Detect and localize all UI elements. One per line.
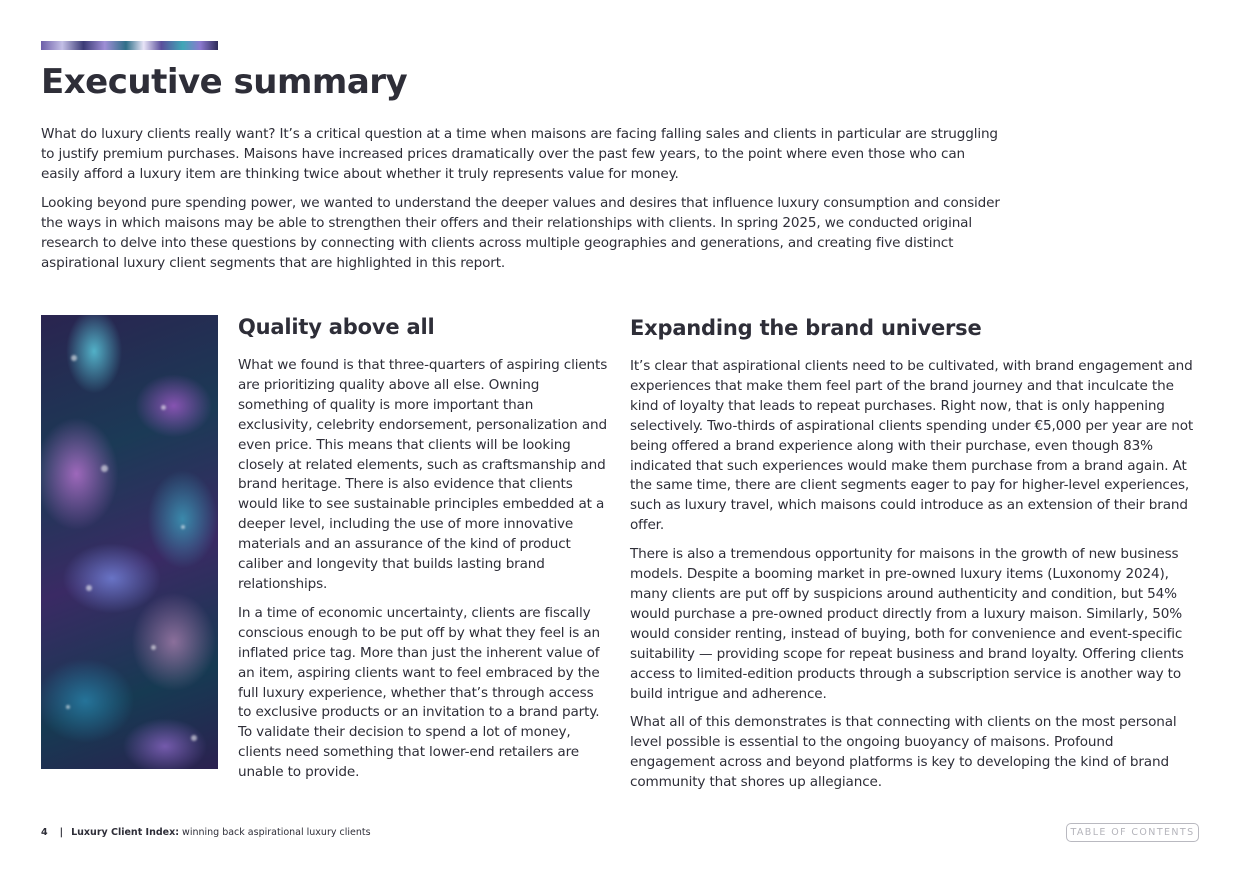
- intro-paragraph: Looking beyond pure spending power, we wanted to understand the deeper values and desires that influence luxury consumption and consider the ways in which maisons may be able to strengthen their offers and their relationships with clients. In spring 2025, we conducted original research to delve into these questions by connecting with clients across multiple geographies and generations, and creating five distinct aspirational luxury client segments that are highlighted in this report.: [41, 195, 1000, 271]
- intro-paragraph: What do luxury clients really want? It’s a critical question at a time when maisons are facing falling sales and clients in particular are struggling to justify premium purchases. Maisons have increased prices dramatically over the past few years, to the point where even those who can easily afford a luxury item are thinking twice about whether it truly represents value for money.: [41, 126, 998, 182]
- intro-section: [41, 124, 1006, 282]
- body-paragraph: What we found is that three-quarters of aspiring clients are prioritizing quality above all else. Owning something of quality is more important than exclusivity, celebrity endorsement, personalization and even price. This means that clients will be looking closely at related elements, such as craftsmanship and brand heritage. There is also evidence that clients would like to see sustainable principles embedded at a deeper level, including the use of more innovative materials and an assurance of the kind of product caliber and longevity that builds lasting brand relationships.: [238, 357, 608, 592]
- quality-section-body: [238, 356, 610, 792]
- table-of-contents-button[interactable]: TABLE OF CONTENTS: [1066, 823, 1199, 842]
- brand-universe-section-body: [630, 357, 1200, 802]
- iridescent-mineral-photo: [41, 315, 218, 769]
- body-paragraph: There is also a tremendous opportunity for maisons in the growth of new business models. Despite a booming market in pre-owned luxury items (Luxonomy 2024), many clients are put off by suspicions around authenticity and condition, but 54% would purchase a pre-owned product directly from a luxury maison. Similarly, 50% would consider renting, instead of buying, both for convenience and event-specific suitability — providing scope for repeat business and brand loyalty. Offering clients access to limited-edition products through a subscription service is another way to build intrigue and adherence.: [630, 546, 1184, 702]
- report-subtitle: winning back aspirational luxury clients: [182, 827, 371, 838]
- page-title: Executive summary: [41, 62, 408, 102]
- page-number: 4: [41, 827, 48, 838]
- body-paragraph: It’s clear that aspirational clients need to be cultivated, with brand engagement and experiences that make them feel part of the brand journey and that inculcate the kind of loyalty that leads to repeat purchases. Right now, that is only happening selectively. Two-thirds of aspirational clients spending under €5,000 per year are not being offered a brand experience along with their purchase, even though 83% indicated that such experiences would make them purchase from a brand again. At the same time, there are client segments eager to pay for higher-level experiences, such as luxury travel, which maisons could introduce as an extension of their brand offer.: [630, 358, 1194, 534]
- footer-separator: |: [59, 827, 64, 838]
- report-series-title: Luxury Client Index:: [71, 827, 180, 838]
- section-heading-brand-universe: Expanding the brand universe: [630, 316, 982, 340]
- body-paragraph: What all of this demonstrates is that connecting with clients on the most personal level possible is essential to the ongoing buoyancy of maisons. Profound engagement across and beyond platforms is key to developing the kind of brand community that shores up allegiance.: [630, 714, 1177, 791]
- decorative-image-strip: [41, 41, 218, 50]
- page-footer: [41, 826, 371, 840]
- body-paragraph: In a time of economic uncertainty, clients are fiscally conscious enough to be put off by what they feel is an inflated price tag. More than just the inherent value of an item, aspiring clients want to feel embraced by the full luxury experience, whether that’s through access to exclusive products or an invitation to a brand party. To validate their decision to spend a lot of money, clients need something that lower-end retailers are unable to provide.: [238, 604, 600, 781]
- section-heading-quality: Quality above all: [238, 315, 435, 339]
